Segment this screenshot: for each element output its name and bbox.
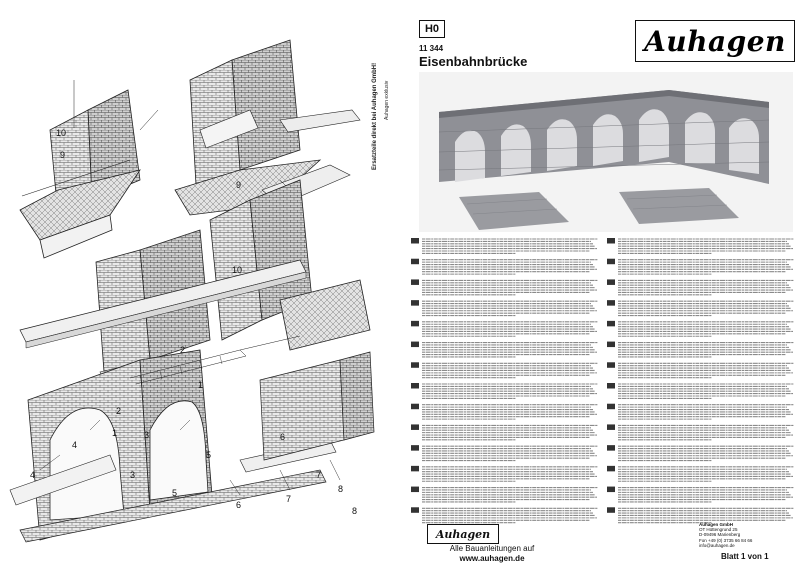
company-city: D-09496 Marienberg [699, 532, 741, 538]
sheet-indicator: Blatt 1 von 1 [721, 552, 769, 561]
all-instructions-label: Alle Bauanleitungen auf [449, 544, 535, 553]
assembly-illustration [0, 0, 400, 567]
brand-logo-text: Auhagen [644, 24, 786, 58]
flag-icon [607, 404, 615, 410]
multilingual-instructions [411, 236, 801, 526]
instruction-block-de [411, 238, 598, 253]
part-number: 4 [30, 470, 36, 480]
part-number: 3 [144, 430, 150, 440]
company-street: OT Hüttengrund 25 [699, 527, 738, 533]
flag-icon [607, 487, 615, 493]
brand-logo [635, 20, 795, 62]
instruction-block-se [411, 362, 598, 377]
flag-icon [411, 424, 419, 430]
part-number: 1 [198, 380, 204, 390]
scale-badge: H0 [419, 20, 445, 38]
flag-icon [607, 238, 615, 244]
flag-icon [411, 362, 419, 368]
part-number: 5 [172, 488, 178, 498]
instruction-block-fr [411, 279, 598, 294]
instruction-block-cz [411, 404, 598, 419]
spares-note: Ersatzteile direkt bei Auhagen GmbH! [372, 62, 378, 170]
spares-subnote: Auhagen exklusiv [384, 80, 390, 120]
instruction-block-tr [607, 466, 794, 481]
flag-icon [607, 342, 615, 348]
instruction-block-lv [607, 362, 794, 377]
instruction-block-pl [411, 424, 598, 439]
flag-icon [411, 259, 419, 265]
instruction-block-es [411, 321, 598, 336]
product-title: Eisenbahnbrücke [419, 54, 528, 69]
flag-icon [607, 466, 615, 472]
flag-icon [411, 507, 419, 513]
part-number: 8 [338, 484, 344, 494]
part-number: 3 [130, 470, 136, 480]
flag-icon [411, 445, 419, 451]
company-address [699, 522, 752, 548]
instruction-block-no [607, 424, 794, 439]
flag-icon [607, 259, 615, 265]
instruction-block-fi [607, 404, 794, 419]
flag-icon [607, 507, 615, 513]
instruction-block-ro [411, 487, 598, 502]
exploded-drawing [0, 0, 400, 567]
instruction-block-dk [411, 383, 598, 398]
instruction-block-cn [607, 487, 794, 502]
part-number: 6 [236, 500, 242, 510]
instruction-block-ru [411, 445, 598, 460]
instructions-url [427, 544, 557, 564]
instruction-block-pt [607, 445, 794, 460]
flag-icon [411, 342, 419, 348]
flag-icon [411, 466, 419, 472]
instruction-block-hu [411, 466, 598, 481]
company-phone: Fon +49 (0) 3735 66 84 66 [699, 537, 753, 543]
flag-icon [607, 383, 615, 389]
flag-icon [607, 445, 615, 451]
flag-icon [607, 362, 615, 368]
instruction-block-it [411, 342, 598, 357]
footer [403, 516, 802, 567]
company-email[interactable]: info@auhagen.de [699, 542, 735, 548]
instruction-text-blocks [411, 236, 801, 526]
instruction-block-gb [411, 259, 598, 274]
instruction-block-ba [607, 321, 794, 336]
instruction-block-gr [607, 238, 794, 253]
instruction-block-nl [411, 300, 598, 315]
part-number: 7 [286, 494, 292, 504]
footer-logo-text: Auhagen [435, 527, 491, 541]
step-number: 10 [56, 128, 67, 138]
flag-icon [411, 487, 419, 493]
part-number: 5 [206, 450, 212, 460]
part-number: 1 [112, 428, 118, 438]
step-number: 9 [60, 150, 66, 160]
instruction-block-sk [607, 259, 794, 274]
part-number: 8 [352, 506, 358, 516]
part-number: 7 [316, 470, 322, 480]
part-number: 4 [72, 440, 78, 450]
website-link[interactable]: www.auhagen.de [459, 554, 525, 563]
instruction-block-hr [607, 300, 794, 315]
instruction-block-ee [607, 383, 794, 398]
flag-icon [607, 279, 615, 285]
article-number: 11 344 [419, 44, 444, 53]
step-number: 9 [236, 180, 242, 190]
flag-icon [411, 300, 419, 306]
part-number: 2 [116, 406, 122, 416]
flag-icon [411, 404, 419, 410]
flag-icon [607, 300, 615, 306]
flag-icon [607, 321, 615, 327]
instruction-block-lt [607, 342, 794, 357]
flag-icon [411, 279, 419, 285]
instruction-block-si [607, 279, 794, 294]
flag-icon [411, 321, 419, 327]
step-number: 10 [232, 265, 243, 275]
cover-panel [403, 0, 802, 567]
flag-icon [411, 238, 419, 244]
company-name: Auhagen GmbH [699, 522, 734, 527]
flag-icon [411, 383, 419, 389]
part-number: 2 [180, 345, 186, 355]
part-number: 6 [280, 432, 286, 442]
product-photo [419, 72, 793, 232]
flag-icon [607, 424, 615, 430]
footer-logo [427, 524, 499, 544]
viaduct-photo [419, 72, 793, 232]
